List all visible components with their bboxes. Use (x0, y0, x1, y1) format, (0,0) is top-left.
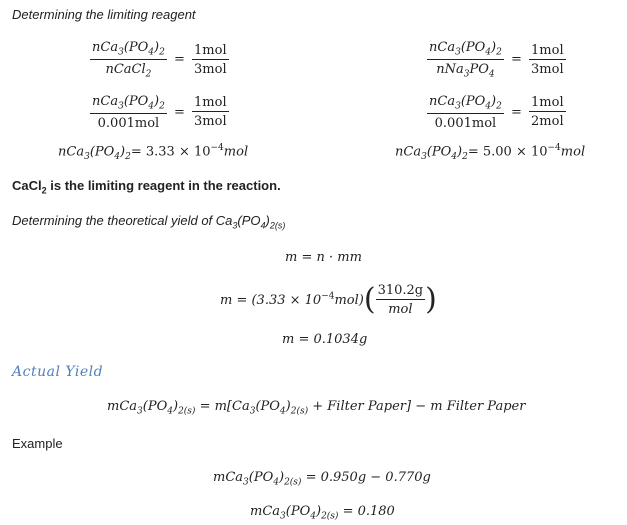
right-ratio-2: $\frac{nCa_3(PO_4)_2}{\text{0.001mol}}$ = $\frac{\text{1mol}}{\text{2mol}}$ (429, 94, 564, 131)
right-r2-den-amount: 0.001mol (434, 115, 497, 131)
eq-actual-yield: $mCa_3(PO_4)_{2(s)} = m[Ca_3(PO_4)_{2(s)}$ + Filter Paper] − m Filter Paper (107, 399, 526, 417)
right-r1-den: 3mol (531, 61, 564, 77)
left-r2-num: 1mol (194, 95, 227, 111)
right-r2-num: 1mol (531, 95, 564, 111)
left-ratio-1: $\frac{nCa_3(PO_4)_2}{nCaCl_2}$ = $\frac{\text{1mol}}{\text{3mol}}$ (92, 40, 227, 80)
eq-m-result: m = 0.1034g (282, 332, 368, 347)
limiting-statement: CaCl$_2$ is the limiting reagent in the reaction. (12, 178, 281, 196)
right-ratio-1: $\frac{nCa_3(PO_4)_2}{nNa_3PO_4}$ = $\frac{\text{1mol}}{\text{3mol}}$ (429, 40, 564, 80)
left-r2-den: 3mol (194, 114, 227, 130)
left-r1-num: 1mol (194, 42, 227, 58)
eq-example-2: $mCa_3(PO_4)_{2(s)} = 0.180$ (250, 504, 395, 522)
right-r1-num: 1mol (531, 42, 564, 58)
eq-m-n-mm: m = n · mm (285, 250, 362, 265)
right-r2-den: 2mol (531, 114, 564, 130)
left-r2-den-amount: 0.001mol (97, 115, 160, 131)
eq-example-1: $mCa_3(PO_4)_{2(s)} = 0.950g - 0.770g$ (213, 470, 431, 488)
heading-theoretical-yield: Determining the theoretical yield of $Ca_3(PO_4)_{2(s)}$ (12, 213, 286, 231)
heading-limiting-reagent: Determining the limiting reagent (12, 7, 196, 22)
right-result: $nCa_3(PO_4)_2= 5.00 \times 10^{-4}mol$ (395, 143, 586, 162)
left-result: $nCa_3(PO_4)_2= 3.33 \times 10^{-4}mol$ (58, 143, 249, 162)
left-ratio-2: $\frac{nCa_3(PO_4)_2}{\text{0.001mol}}$ = $\frac{\text{1mol}}{\text{3mol}}$ (92, 94, 227, 131)
example-label: Example (12, 436, 63, 451)
eq-m-calculation: $m = (3.33 \times 10^{-4}mol)$( $\frac{310.2g}{\text{mol}}$ ) (220, 282, 437, 317)
left-r1-den: 3mol (194, 61, 227, 77)
heading-actual-yield: Actual Yield (12, 364, 104, 380)
